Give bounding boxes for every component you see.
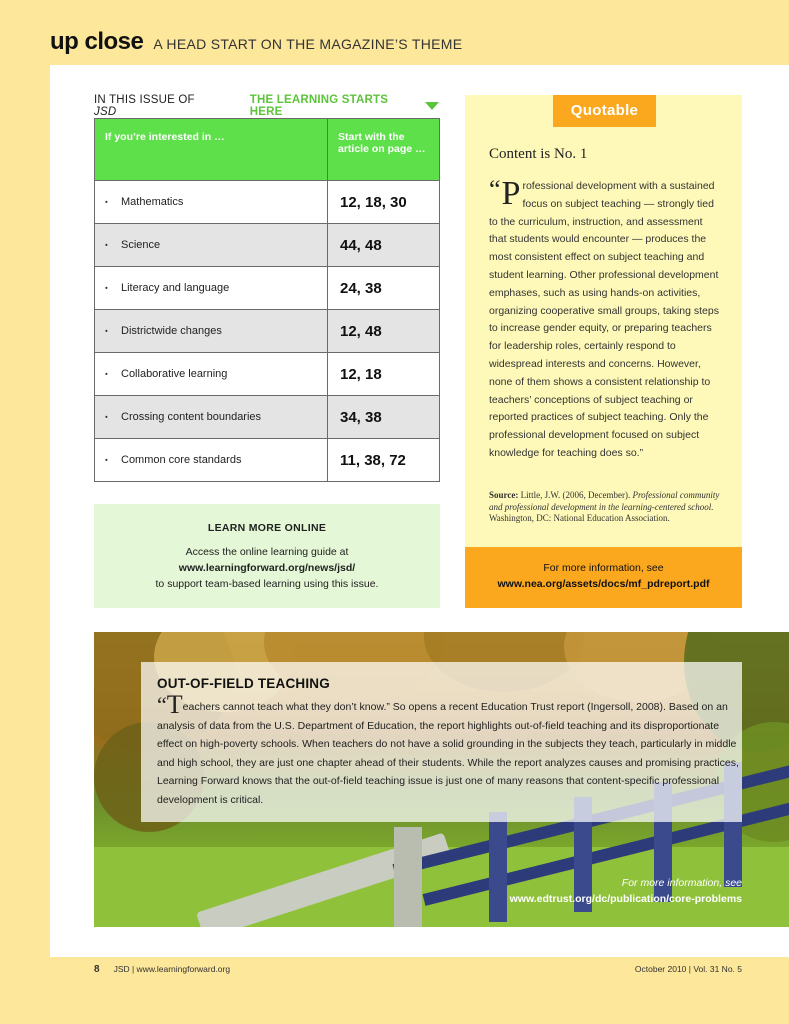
open-quote-mark: “ [489,175,501,204]
learn-more-box [94,504,440,608]
source-author: Little, J.W. (2006, December). [520,490,631,500]
quote-more-info [465,547,742,608]
pages-cell: 11, 38, 72 [328,439,440,482]
topic-cell: • Literacy and language [95,267,328,310]
quotable-tab: Quotable [553,95,656,127]
quote-text: rofessional development with a sustained focus on subject teaching — strongly tied to the curriculum, instruction, and assessment that students would encounter — produces the most consistent effect on subject teaching and student learning. Other professional development emphases, such as using hands-on activities, organizing cooperative small groups, taking steps to increase gender equity, or preparing teachers for leadership roles, certainly respond to widespread interests and concerns. However, none of them shows a consistent relationship to teachers’ conceptions of subject teaching or reported practices of subject teaching. Only the professional development focused on subject knowledge for teaching does so.” [489,180,719,459]
topic-cell: • Science [95,224,328,267]
col-header-pages: Start with the article on page … [328,119,440,181]
table-header-row [95,119,440,181]
topic-cell: • Common core standards [95,439,328,482]
quote-source [489,490,724,525]
section-tagline: A HEAD START ON THE MAGAZINE’S THEME [153,36,463,52]
learning-starts-here: THE LEARNING STARTS HERE [249,94,389,118]
out-of-field-title: OUT-OF-FIELD TEACHING [157,676,330,691]
pages-cell: 24, 38 [328,267,440,310]
pages-cell: 12, 18, 30 [328,181,440,224]
section-header [50,28,462,56]
quote-body [489,175,721,463]
quote-more-label: For more information, see [543,562,664,574]
footer-left [94,964,230,975]
page-footer [94,964,742,975]
table-row [95,267,440,310]
footer-left-text: JSD | www.learningforward.org [113,964,231,974]
topic-cell: • Districtwide changes [95,310,328,353]
pages-cell: 12, 48 [328,310,440,353]
table-row [95,310,440,353]
topic-cell: • Collaborative learning [95,353,328,396]
table-row [95,353,440,396]
section-brand: up close [50,28,144,55]
oof-more-info [465,875,742,907]
learn-more-title: LEARN MORE ONLINE [207,522,327,534]
open-quote-mark: “ [157,692,167,717]
pages-cell: 44, 48 [328,224,440,267]
topic-cell: • Mathematics [95,181,328,224]
table-row [95,224,440,267]
oof-more-label: For more information, see [621,877,742,889]
source-title: Professional community and professional development in the learning-centered school. [489,490,720,512]
source-publisher: Washington, DC: National Education Association. [489,513,670,523]
issue-label-prefix: IN THIS ISSUE OF [94,94,195,106]
quote-more-link[interactable]: www.nea.org/assets/docs/mf_pdreport.pdf [497,578,710,590]
topics-table [94,118,440,482]
out-of-field-body [157,690,740,809]
learn-more-line1: Access the online learning guide at [185,546,349,558]
pages-cell: 12, 18 [328,353,440,396]
oof-dropcap: T [166,690,183,719]
oof-text: eachers cannot teach what they don’t know.” So opens a recent Education Trust report (Ingersoll, 2008). Based on an analysis of data from the U.S. Department of Education, the report highlights out-of-field teaching and its disproportionate effect on high-poverty schools. When teachers do not have a solid grounding in the subjects they teach, particularly in middle and high school, they are just one chapter ahead of their students. While the report analyzes causes and promising practices, Learning Forward knows that the out-of-field teaching issue is just one of many reasons that content-specific professional development is critical. [157,701,739,806]
triangle-down-icon [425,102,439,110]
source-label: Source: [489,490,519,500]
pages-cell: 34, 38 [328,396,440,439]
issue-label-jsd: JSD [94,106,117,118]
issue-heading [94,94,439,118]
learn-more-line3: to support team-based learning using this issue. [155,578,379,590]
oof-more-link[interactable]: www.edtrust.org/dc/publication/core-problems [509,893,742,905]
table-row [95,439,440,482]
quote-title: Content is No. 1 [489,146,588,162]
table-row [95,396,440,439]
col-header-interest: If you’re interested in … [95,119,328,181]
quote-dropcap [489,175,521,212]
topic-cell: • Crossing content boundaries [95,396,328,439]
page-number: 8 [94,964,100,975]
table-row [95,181,440,224]
quote-dropcap-letter: P [501,175,521,212]
footer-right: October 2010 | Vol. 31 No. 5 [634,964,742,974]
issue-label [94,94,214,118]
learn-more-link[interactable]: www.learningforward.org/news/jsd/ [178,562,356,574]
